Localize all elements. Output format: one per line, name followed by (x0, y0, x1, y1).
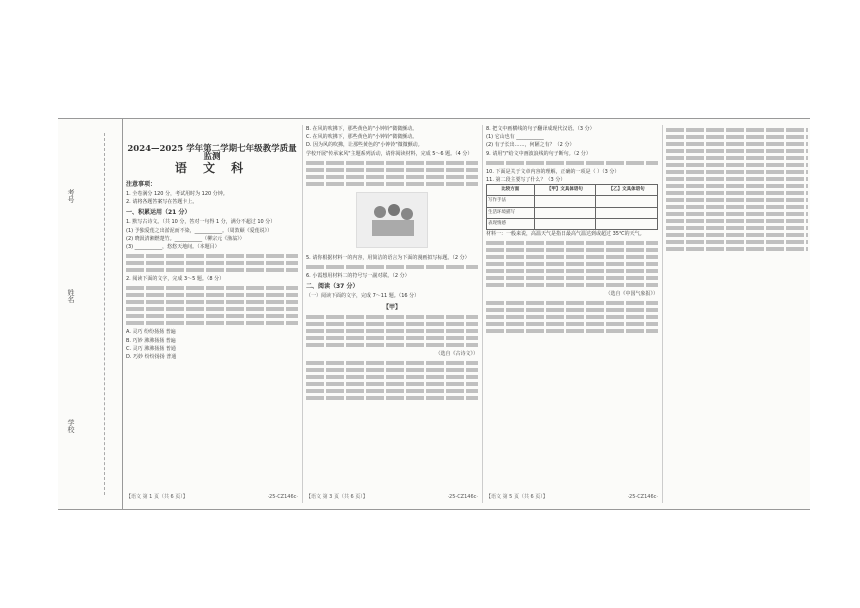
page-5-column (486, 125, 658, 503)
option-line: C. 灵巧 沸沸扬扬 普通 (126, 345, 176, 352)
exam-subject: 语 文 科 (174, 161, 250, 176)
material-line: 材料一：一般来说，高温天气是指日最高气温达到或超过 35℃的天气。 (486, 231, 645, 238)
cartoon-image (356, 192, 428, 248)
notice-item: 1. 全卷满分 120 分，考试用时为 120 分钟。 (126, 190, 228, 197)
question-line: 1. 默写古诗文。（共 10 分，答对一句得 1 分，满分不超过 10 分） (126, 219, 276, 226)
exam-title: 2024—2025 学年第二学期七年级教学质量监测 (127, 144, 297, 163)
question-line: 9. 请用"/"给文中画波浪线的句子断句。（2 分） (486, 150, 591, 157)
question-line: (1) 它山也有 ___________ (486, 134, 544, 141)
notice-item: 2. 请将各题答案写在答题卡上。 (126, 199, 198, 206)
question-line: (2) 晓汲清湘燃楚竹。___________（柳宗元《渔翁》） (126, 235, 245, 242)
question-line: (1) 予独爱莲之出淤泥而不染，___________。（周敦颐《爱莲说》） (126, 227, 273, 234)
page-footer: 【语文 第 1 页（共 6 页）】 (126, 493, 188, 500)
question-6: 6. 小霞想用材料二的符号写一副对联。（2 分） (306, 273, 410, 280)
margin-label-school: 学校 (67, 419, 75, 433)
option-line: D. 巧妙 纷纷扬扬 普通 (126, 354, 177, 361)
option-line: A. 灵巧 纷纷扬扬 普遍 (126, 329, 176, 336)
family-cartoon-icon (362, 198, 422, 242)
page-code: ·25-CZ146c· (447, 493, 478, 500)
column-divider (662, 125, 663, 503)
page-3-column (306, 125, 478, 503)
page-code: ·25-CZ146c· (267, 493, 298, 500)
exam-sheet (58, 118, 810, 510)
binding-line (104, 133, 105, 495)
option-line: D. 因为风的吹拂，让那些黄色的"小钟铃"微微颤动。 (306, 142, 423, 149)
column-divider (482, 125, 483, 503)
question-line: 2. 阅读下面的文字，完成 3～5 题。（8 分） (126, 276, 225, 283)
page-code: ·25-CZ146c· (627, 493, 658, 500)
option-line: C. 在风的吹拂下，那些黄色的"小钟铃"微微颤动。 (306, 134, 418, 141)
binding-margin (58, 119, 123, 509)
reading-instruction: （一）阅读下面的文字，完成 7～11 题。（16 分） (306, 293, 420, 300)
section-heading: 一、积累运用（21 分） (126, 209, 191, 217)
option-line: B. 巧妙 沸沸扬扬 普遍 (126, 337, 176, 344)
question-line: (2) 有子长出……，何陋之有？（2 分） (486, 142, 575, 149)
material-source: （选自《中国气象报》） (605, 291, 658, 298)
page-5-continued-column (666, 125, 808, 503)
page-1-column (126, 125, 298, 503)
question-line: (3) ___________，悠悠天地间。（本题目） (126, 244, 220, 251)
margin-label-id: 考号 (67, 189, 75, 203)
comparison-table: 比较方面 【甲】文具体语句 【乙】文具体语句 写作手法 生活环境描写 表现情感 (486, 184, 658, 230)
page-footer: 【语文 第 3 页（共 6 页）】 (306, 493, 368, 500)
option-line: B. 在风的吹拂下，那些黄色的"小钟铃"微微颤动。 (306, 126, 418, 132)
notice-heading: 注意事项： (126, 180, 157, 188)
margin-label-name: 姓名 (67, 289, 75, 303)
question-line: 10. 下面是关于文章内容的理解，正确的一项是（ ）（3 分） (486, 168, 620, 175)
page-footer: 【语文 第 5 页（共 6 页）】 (486, 493, 548, 500)
article-label: 【甲】 (382, 303, 401, 311)
question-line: 11. 第二段主要写了什么？（3 分） (486, 177, 566, 184)
article-source: （选自《古诗文》） (435, 350, 478, 357)
instruction-line: 学校开展"传承家风"主题系列活动，请你阅读材料，完成 5～6 题。（4 分） (306, 150, 473, 157)
question-line: 8. 把文中画横线的句子翻译成现代汉语。（3 分） (486, 126, 595, 132)
column-divider (302, 125, 303, 503)
question-5: 5. 请你根据材料一的内容，用简洁的语言为下面的漫画拟写标题。（2 分） (306, 254, 470, 261)
section-heading: 二、阅读（37 分） (306, 283, 359, 291)
